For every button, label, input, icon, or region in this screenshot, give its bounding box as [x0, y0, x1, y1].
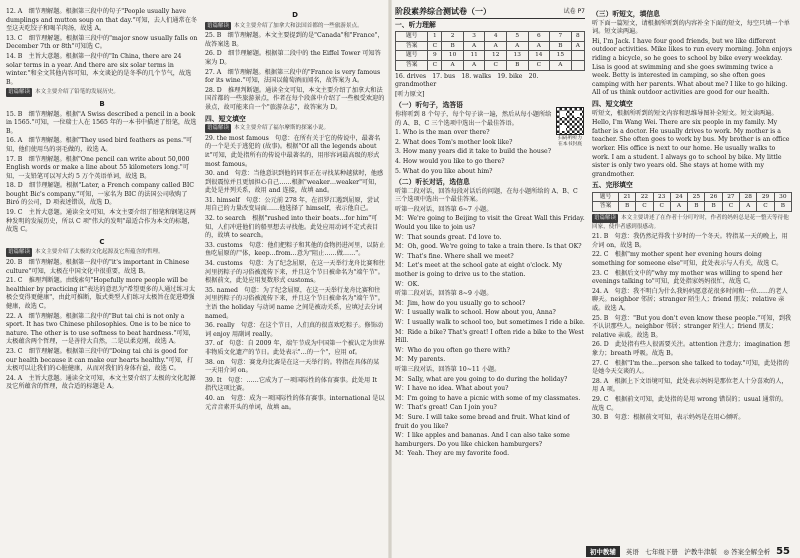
qr-code-icon: [556, 107, 584, 135]
answer-item: [395, 309, 585, 318]
answer-item: [592, 341, 792, 358]
answer-item: [205, 340, 385, 357]
table-cell: B: [618, 202, 635, 212]
column-3: [395, 8, 585, 460]
section-heading: [205, 115, 385, 124]
item-text: 本文主要介绍了铅笔的发展历史。: [35, 89, 119, 96]
answer-item: [395, 168, 585, 177]
answer-item: [6, 259, 198, 276]
item-text: 听短文，根据所听到的短文内容和思维导图补全短文。短文读两遍。: [592, 109, 778, 117]
item-text: W：That's great! Can I join you?: [395, 404, 497, 412]
answer-item: [205, 135, 385, 169]
table-row: [396, 51, 585, 61]
table-cell: 23: [653, 192, 670, 202]
item-text: 28. D 推理判断题。通读全文可知，本文主要介绍了加拿大和法国首都的一些旅游景点，作者在每个段落中介绍了一些极受欢迎的景点，故可能来自一个"旅游杂志"，故答案为 D。: [205, 86, 385, 111]
item-text: 34. customs 句意：为了纪念屈原，在这一天举行龙舟比赛和往河里扔粽子的习俗被流传下来，并且这个节日被命名为"端午节"。根据前文，此处应用复数形式 customs。: [205, 260, 385, 285]
answer-item: [395, 73, 585, 90]
answer-item: [395, 347, 585, 356]
table-cell: A: [740, 202, 757, 212]
section-letter: [6, 238, 198, 247]
table-cell: 13: [506, 51, 528, 61]
answer-item: [6, 111, 198, 137]
item-text: 听第二段对话，回答每段对话后的问题，在每小题所给的 A、B、C 三个选项中选出一个最佳答案。: [395, 187, 578, 204]
table-cell: B: [774, 202, 791, 212]
table-cell: 答案: [396, 60, 428, 70]
item-text: W：That's fine. Where shall we meet?: [395, 252, 514, 260]
answer-item: [6, 8, 198, 34]
table-row: [593, 202, 792, 212]
table-cell: 24: [670, 192, 687, 202]
answer-item: [395, 206, 585, 215]
answer-item: [395, 319, 585, 328]
answer-item: [592, 378, 792, 395]
item-text: M：Let's meet at the school gate at eight o'clock. My mother is going to drive us to the station.: [395, 262, 563, 279]
answer-item: [205, 170, 385, 196]
answer-item: [395, 215, 585, 232]
answer-item: [205, 287, 385, 321]
answer-item: [205, 395, 385, 412]
table-row: [396, 41, 585, 51]
section-heading: [395, 178, 585, 187]
item-text: 29. the most famous 句意：在所有关于它的传说中，最著名的一个是关于逃犯的 (故事)。根据"Of all the legends about it"可知，此处指所有的传说中最著名的，用形容词最高级的形式 most famous。: [205, 134, 381, 168]
section-heading: 一、听力理解: [395, 20, 436, 29]
answer-item: [592, 233, 792, 250]
passage-note: [6, 88, 198, 97]
item-text: 本文主要介绍了加拿大和法国首都的一些旅游景点。: [234, 22, 363, 29]
table-cell: 题号: [593, 192, 619, 202]
qr-caption: 扫码听听力 在本书封底: [558, 135, 582, 147]
table-cell: 30: [774, 192, 791, 202]
page-number: 55: [776, 545, 790, 557]
item-text: W：I usually walk to school. How about you, Anna?: [395, 309, 556, 317]
answer-item: [592, 288, 792, 314]
item-text: 26. D 细节理解题。根据第二段中的 the Eiffel Tower 可知答案为 D。: [205, 50, 381, 66]
item-text: Hi, I'm Jack. I have four good friends, but we like different outdoor activities. Mike likes to run every morning. John enjoys riding a bicycle, so he goes to school by bike every weekday. Lisa is good at swimming and she goes swimming twice a week. Betty is interested in camping, so she often goes camping with her parents. What about me? I like to go hiking. All of us think outdoor activities are good for our health.: [592, 37, 792, 97]
item-text: 37. of 句意：自 2009 年，端午节成为中国第一个被认定为世界非物质文化遗产的节日。此处表示"…的一个"，应用 of。: [205, 340, 385, 356]
table-cell: C: [653, 202, 670, 212]
answer-item: [6, 375, 198, 392]
table-cell: 答案: [593, 202, 619, 212]
answer-item: [395, 414, 585, 431]
answer-item: [395, 395, 585, 404]
item-text: 15. B 细节理解题。根据"A Swiss described a pencil in a book in 1565."可知，一位瑞士人在 1565 年的一本书中描述了铅笔，故选 B。: [6, 110, 197, 135]
item-text: 21. C 推理判断题。由线索句"Hopefully more people will be healthier by practicing it"表达的意思为"希望更多的人通过练习太极会变得更健康"，由此可推断，版式类型人们练习太极旨在促进增强健康，故选 C。: [6, 277, 196, 310]
item-text: 28. A 根据上下文语境可知，此处表示妈妈是那位老人十分喜欢的人，用 A 项。: [592, 377, 788, 394]
section-letter: [205, 11, 385, 20]
answer-item: [395, 450, 585, 459]
answer-item: [205, 50, 385, 67]
item-text: M：Oh, good. We're going to take a train there. Is that OK?: [395, 243, 582, 251]
item-text: 27. C 根据"I'm the…person she talked to today."可知，此处指的是她今天交谈的人。: [592, 359, 789, 376]
item-text: （一）听句子，选答语: [395, 101, 463, 110]
item-text: 14. B 主旨大意题。根据第一段中的"In China, there are 24 solar terms in a year. And there are six solar terms in winter."和全文其他内容可知，本文谈论的是冬季的几个节气，故选 B。: [6, 52, 192, 86]
item-text: 听第一段对话，回答第 6~7 小题。: [395, 205, 493, 213]
section-letter: [6, 100, 198, 109]
item-text: M：Yeah. They are my favorite food.: [395, 450, 510, 458]
item-text: 16. A 细节理解题。根据"They used bird feathers as pens."可知，他们使用鸟的羽毛做的，故选 A。: [6, 137, 193, 153]
item-text: 39. It 句意：……它成为了一项国际性的体育赛事。此处用 It 指代这项比赛。: [205, 376, 378, 393]
item-text: （三）听短文，填信息: [592, 10, 660, 18]
item-text: 本文主要介绍了太极的文化起源及它所蕴含的哲理。: [35, 249, 164, 256]
answer-item: [592, 110, 792, 119]
answer-item: [205, 359, 385, 376]
table-cell: 14: [528, 51, 550, 61]
item-text: 27. A 细节理解题。根据第三段中的"France is very famous for its wine."可知，法国以葡萄酒而闻名，故答案为 A。: [205, 68, 381, 85]
answer-item: [592, 414, 792, 423]
answer-item: [6, 35, 198, 52]
table-cell: 5: [506, 32, 528, 42]
answer-item: [205, 32, 385, 49]
table-cell: 1: [428, 32, 442, 42]
test-title: 阶段素养综合测试卷（一）: [395, 7, 491, 16]
table-cell: C: [528, 60, 550, 70]
answer-item: [395, 243, 585, 252]
item-text: Hello, I'm Wang Wei. There are six people in my family. My father is a doctor. He usually drives to work. My mother is a teacher. She often goes to work by bus. My brother is an office worker. His office is next to our home. He usually walks to work. I am a student. I always go to school by bike. My little sister is only two years old. She stays at home with my grandmother.: [592, 119, 790, 178]
answer-item: [592, 251, 792, 268]
answer-item: [395, 300, 585, 309]
item-text: 40. an 句意：成为一项国际性的体育赛事。international 是以元音音素开头的单词，故填 an。: [205, 394, 385, 411]
passage-note: [205, 22, 385, 31]
answer-item: [205, 215, 385, 241]
item-text: 30. and 句意：当他意识到他的同事正在寻找某种越狱时，他感到很震惊并且更加担心自己……根据"weaker…weaker"可知，此处是并列关系，故用 and 连接，故填 and。: [205, 170, 384, 195]
answer-item: [6, 277, 198, 311]
passage-note: [6, 248, 198, 257]
table-cell: 11: [463, 51, 485, 61]
page-footer: [0, 544, 800, 558]
answer-item: [395, 262, 585, 279]
item-text: 3. How many years did it take to build the house?: [395, 148, 552, 156]
item-text: 25. B 句意："But you don't even know these people."可知，到我不认识那些人。neighbor 邻居；stranger 陌生人；friend 朋友；relative 亲戚。故选 B。: [592, 314, 792, 339]
answer-item: [395, 253, 585, 262]
item-text: 23. C 根据后文中的"why my mother was willing to spend her evenings talking to"可知，此处指家妈妈很忙，故选 C。: [592, 269, 783, 286]
table-cell: A: [442, 60, 464, 70]
item-text: 16. drives 17. bus 18. walks 19. bike 20. grandmother: [395, 72, 539, 89]
item-text: 2. What does Tom's mother look like?: [395, 138, 513, 146]
badge-label: 语篇解读: [8, 249, 31, 256]
item-text: M：Jim, how do you usually go to school?: [395, 299, 526, 307]
section-heading: [592, 100, 792, 109]
table-row: [396, 32, 585, 42]
answer-item: [395, 188, 585, 205]
item-text: M：Sure. I will take some bread and fruit. What kind of fruit do you like?: [395, 413, 570, 430]
item-text: M：Sally, what are you going to do during the holiday?: [395, 375, 568, 383]
item-text: 四、短文填空: [205, 114, 246, 123]
table-cell: 10: [442, 51, 464, 61]
item-text: M：Ride a bike? That's great! I often ride a bike to the West Hill.: [395, 328, 584, 345]
item-text: 五、完形填空: [592, 181, 633, 190]
table-cell: C: [636, 202, 653, 212]
badge-label: 语篇解读: [207, 22, 230, 29]
answer-item: [395, 376, 585, 385]
item-text: 23. C 细节理解题。根据第三段中的"Doing tai chi is good for our health because it can make our hearts healthy."可知，打太极可以让我们的心脏健康，从而对我们的身体有益，故选 C。: [6, 347, 194, 373]
answer-item: [395, 329, 585, 346]
table-cell: A: [506, 41, 528, 51]
answer-item: [205, 260, 385, 286]
answer-item: [395, 281, 585, 290]
test-page-ref: 试卷 P7: [563, 8, 585, 15]
item-text: W：I like apples and bananas. And I can also take some hamburgers. Do you like chicken hamburgers?: [395, 432, 570, 448]
answer-item: [6, 182, 198, 208]
answer-item: [205, 69, 385, 86]
item-text: 听下面一篇短文，请根据所听到的内容补全下面的短文，每空只填一个单词。短文读两遍。: [592, 19, 790, 36]
column-1: [6, 8, 198, 393]
table-cell: 27: [722, 192, 739, 202]
column-4: [592, 8, 792, 424]
answer-item: [592, 360, 792, 377]
table-cell: 3: [463, 32, 485, 42]
item-text: 35. named 句意：为了纪念屈原，在这一天举行龙舟比赛和往河里扔粽子的习俗被流传下来，并且这个节日被命名为"端午节"。主语 the holiday 与动词 name 之间是被动关系，应填过去分词 named。: [205, 286, 384, 320]
table-cell: B: [688, 202, 705, 212]
item-text: 24. A 句意：我不明白为什么我妈妈愿意花很多时间和一位……的老人聊天。neighbor 邻居；stranger 陌生人；friend 朋友；relative 亲戚。故选 A。: [592, 287, 788, 312]
answer-item: [395, 290, 585, 299]
item-text: 29. C 根据前文可知，此处指的是用 wrong 错误的；usual 通常的。故选 C。: [592, 395, 788, 412]
table-cell: A: [571, 41, 584, 51]
table-cell: 2: [442, 32, 464, 42]
item-text: 5. What do you like about him?: [395, 167, 493, 175]
item-text: 22. A 细节理解题。根据第二段中的"But tai chi is not only a sport. It has two Chinese philosophies. One is to be nice to nature. The other is to use softness to beat hardness."可知，太极蕴含两个哲理，一是善待大自然，二是以柔克刚，故选 A。: [6, 312, 195, 346]
table-cell: B: [506, 60, 528, 70]
item-text: 本文主要介绍了福尔摩斯的探案小说。: [234, 125, 330, 132]
answer-item: [205, 87, 385, 113]
table-cell: 9: [428, 51, 442, 61]
answer-item: [205, 377, 385, 394]
item-text: 19. C 主旨大意题。通读全文可知，本文主要介绍了铅笔和钢笔这两种发明的发展历史，所以 C 项"伟大的发明"最适合作为本文的标题，故选 C。: [6, 209, 196, 234]
answer-item: [205, 322, 385, 339]
item-text: 四、短文填空: [592, 99, 633, 108]
table-cell: A: [485, 41, 507, 51]
answer-item: [592, 119, 792, 179]
table-cell: 答案: [396, 41, 428, 51]
answer-item: [395, 234, 585, 243]
item-text: 26. D 此处指有些人很需要关注。attention 注意力；imagination 想象力；breath 呼吸。故选 B。: [592, 341, 790, 357]
table-cell: 22: [636, 192, 653, 202]
answer-item: [592, 38, 792, 98]
answer-item: [395, 432, 585, 449]
table-cell: C: [428, 60, 442, 70]
answer-item: [395, 158, 585, 167]
item-text: 20. B 细节理解题。根据第一段中的"it's important in Chinese culture"可知，太极在中国文化中很重要，故选 B。: [6, 259, 190, 275]
item-text: 24. A 主旨大意题。通读全文可知，本文主要介绍了太极的文化起源及它所蕴含的哲理，故合适的标题是 A。: [6, 374, 196, 391]
column-2: [205, 8, 385, 413]
item-text: M：We're going to Beijing to visit the Great Wall this Friday. Would you like to join us?: [395, 215, 585, 232]
item-text: 17. B 细节理解题。根据"One pencil can write about 50,000 English words or make a line about 55 kilometers long."可知，一支铅笔可以写大约 5 万个英语单词，故选 B。: [6, 155, 190, 180]
table-cell: 25: [688, 192, 705, 202]
table-cell: A: [528, 41, 550, 51]
answer-table: [395, 31, 585, 70]
table-cell: 题号: [396, 32, 428, 42]
item-text: D: [292, 11, 298, 19]
answer-item: [395, 91, 585, 100]
item-text: 30. B 句意：根据前文可知，表示妈妈是在用心倾听。: [592, 414, 745, 422]
item-text: W：I have no idea. What about you?: [395, 385, 509, 393]
item-text: 1. Who is the man over there?: [395, 129, 490, 137]
badge-label: 语篇解读: [8, 89, 31, 96]
answer-item: [205, 242, 385, 259]
answer-item: [6, 137, 198, 154]
table-cell: B: [550, 41, 572, 51]
item-text: 本文主要讲述了在作者十分叮咛时，作者的妈妈总是花一整天等待他回家，使作者感到很感动。: [592, 215, 789, 230]
passage-note: [592, 214, 792, 231]
table-cell: A: [463, 60, 485, 70]
footer-text: 英语 七年级下册 沪教牛津版 ◎ 答案全解全析: [625, 547, 771, 556]
badge-label: 语篇解读: [207, 125, 230, 132]
table-cell: 8: [571, 32, 584, 42]
item-text: 32. to search 根据"rushed into their boats…for him"可知，人们冲进他们的船里想去寻找他。此处应用动词不定式表目的，故填 to search。: [205, 215, 379, 240]
table-cell: C: [722, 202, 739, 212]
item-text: 4. How would you like to go there?: [395, 157, 505, 165]
table-cell: 7: [550, 32, 572, 42]
answer-item: [6, 156, 198, 182]
table-cell: C: [428, 41, 442, 51]
table-row: [396, 60, 585, 70]
item-text: 听第三段对话，回答第 10~11 小题。: [395, 365, 501, 373]
table-cell: B: [442, 41, 464, 51]
answer-item: [395, 366, 585, 375]
table-cell: 28: [740, 192, 757, 202]
page-gutter: [388, 0, 392, 558]
item-text: C: [99, 237, 105, 246]
table-cell: A: [670, 202, 687, 212]
item-text: 13. C 细节理解题。根据第三段中的"major snow usually falls on December 7th or 8th"可知选 C。: [6, 34, 198, 51]
table-row: [593, 192, 792, 202]
item-text: B: [99, 99, 105, 108]
item-text: 22. C 根据"my mother spent her evening hours doing something for someone else"可知，此处表示与人有关，故选 C。: [592, 251, 783, 268]
item-text: 听第二段对话，回答第 8~9 小题。: [395, 290, 493, 298]
table-cell: 15: [550, 51, 572, 61]
answer-item: [6, 313, 198, 347]
passage-note: [205, 124, 385, 133]
qr-block: [555, 107, 585, 148]
table-cell: 21: [618, 192, 635, 202]
item-text: 21. B 句意：我仍然记得我十岁时的一个冬天。特指某一天的晚上，用介词 on，故选 B。: [592, 233, 788, 249]
answer-item: [592, 270, 792, 287]
answer-item: [592, 315, 792, 341]
answer-item: [395, 148, 585, 157]
section-heading: [592, 181, 792, 190]
table-cell: 29: [757, 192, 774, 202]
answer-item: [395, 404, 585, 413]
table-cell: 26: [705, 192, 722, 202]
table-cell: [571, 60, 584, 70]
test-header: [395, 8, 585, 19]
item-text: 18. D 细节理解题。根据"Later, a French company called BIC bought Bic's company."可知，一家名为 BIC 的法国公司收购了 Biró 的公司，D 项表述错误，故选 D。: [6, 182, 195, 207]
table-cell: 题号: [396, 51, 428, 61]
item-text: W：I usually walk to school too, but sometimes I ride a bike.: [395, 319, 585, 326]
table-cell: B: [705, 202, 722, 212]
item-text: [听力原文]: [395, 90, 425, 98]
answer-item: [395, 356, 585, 365]
item-text: W：Who do you often go there with?: [395, 346, 510, 354]
item-text: 38. on 句意：赛龙舟比赛是在这一天举行的。特指在具体的某一天用介词 on。: [205, 358, 380, 375]
item-text: 36. really 句意：在这个节日，人们真的很喜欢吃粽子。修饰动词 enjoy 用副词 really。: [205, 322, 384, 338]
item-text: 33. customs 句意：他们把粽子和其他的食物扔进河里，以防止鱼吃屈原的尸体，keep…from…意为"阻止……做……"。: [205, 241, 385, 258]
answer-item: [395, 385, 585, 394]
answer-item: [592, 396, 792, 413]
answer-item: [6, 348, 198, 374]
table-cell: A: [463, 41, 485, 51]
item-text: W：OK.: [395, 280, 420, 288]
item-text: M：My parents.: [395, 356, 446, 364]
section-heading: [592, 10, 792, 19]
item-text: （二）听长对话，选信息: [395, 178, 470, 187]
answer-item: [6, 53, 198, 87]
table-cell: 12: [485, 51, 507, 61]
table-cell: A: [550, 60, 572, 70]
item-text: 你将听到 8 个句子，每个句子读一遍，然后从每小题所给的 A、B、C 三个选项中选出一个最佳答语。: [395, 110, 552, 127]
answer-item: [592, 20, 792, 37]
item-text: 12. A 细节理解题。根据第三段中的句子"People usually have dumplings and mutton soup on that day."可知，去人们通常在冬至这天吃饺子和喝羊肉汤，故选 A。: [6, 8, 198, 33]
footer-brand: 初中教辅: [586, 546, 620, 557]
table-cell: C: [757, 202, 774, 212]
item-text: 31. himself 句意：公元前 278 年，在汨罗江遇到屈原，尝试用自己的力量改变局面……他选择了 himself，表示他自己。: [205, 196, 380, 213]
item-text: M：I'm going to have a picnic with some of my classmates.: [395, 394, 581, 402]
table-cell: C: [485, 60, 507, 70]
table-cell: [571, 51, 584, 61]
table-cell: 4: [485, 32, 507, 42]
item-text: 25. B 细节理解题。本文主要提到的是"Canada"和"France"，故答案选 B。: [205, 32, 384, 48]
answer-item: [205, 197, 385, 214]
badge-label: 语篇解读: [594, 215, 617, 222]
answer-item: [6, 209, 198, 235]
table-cell: 6: [528, 32, 550, 42]
answer-table: [592, 192, 792, 212]
item-text: W：That sounds great. I'd love to.: [395, 233, 502, 241]
